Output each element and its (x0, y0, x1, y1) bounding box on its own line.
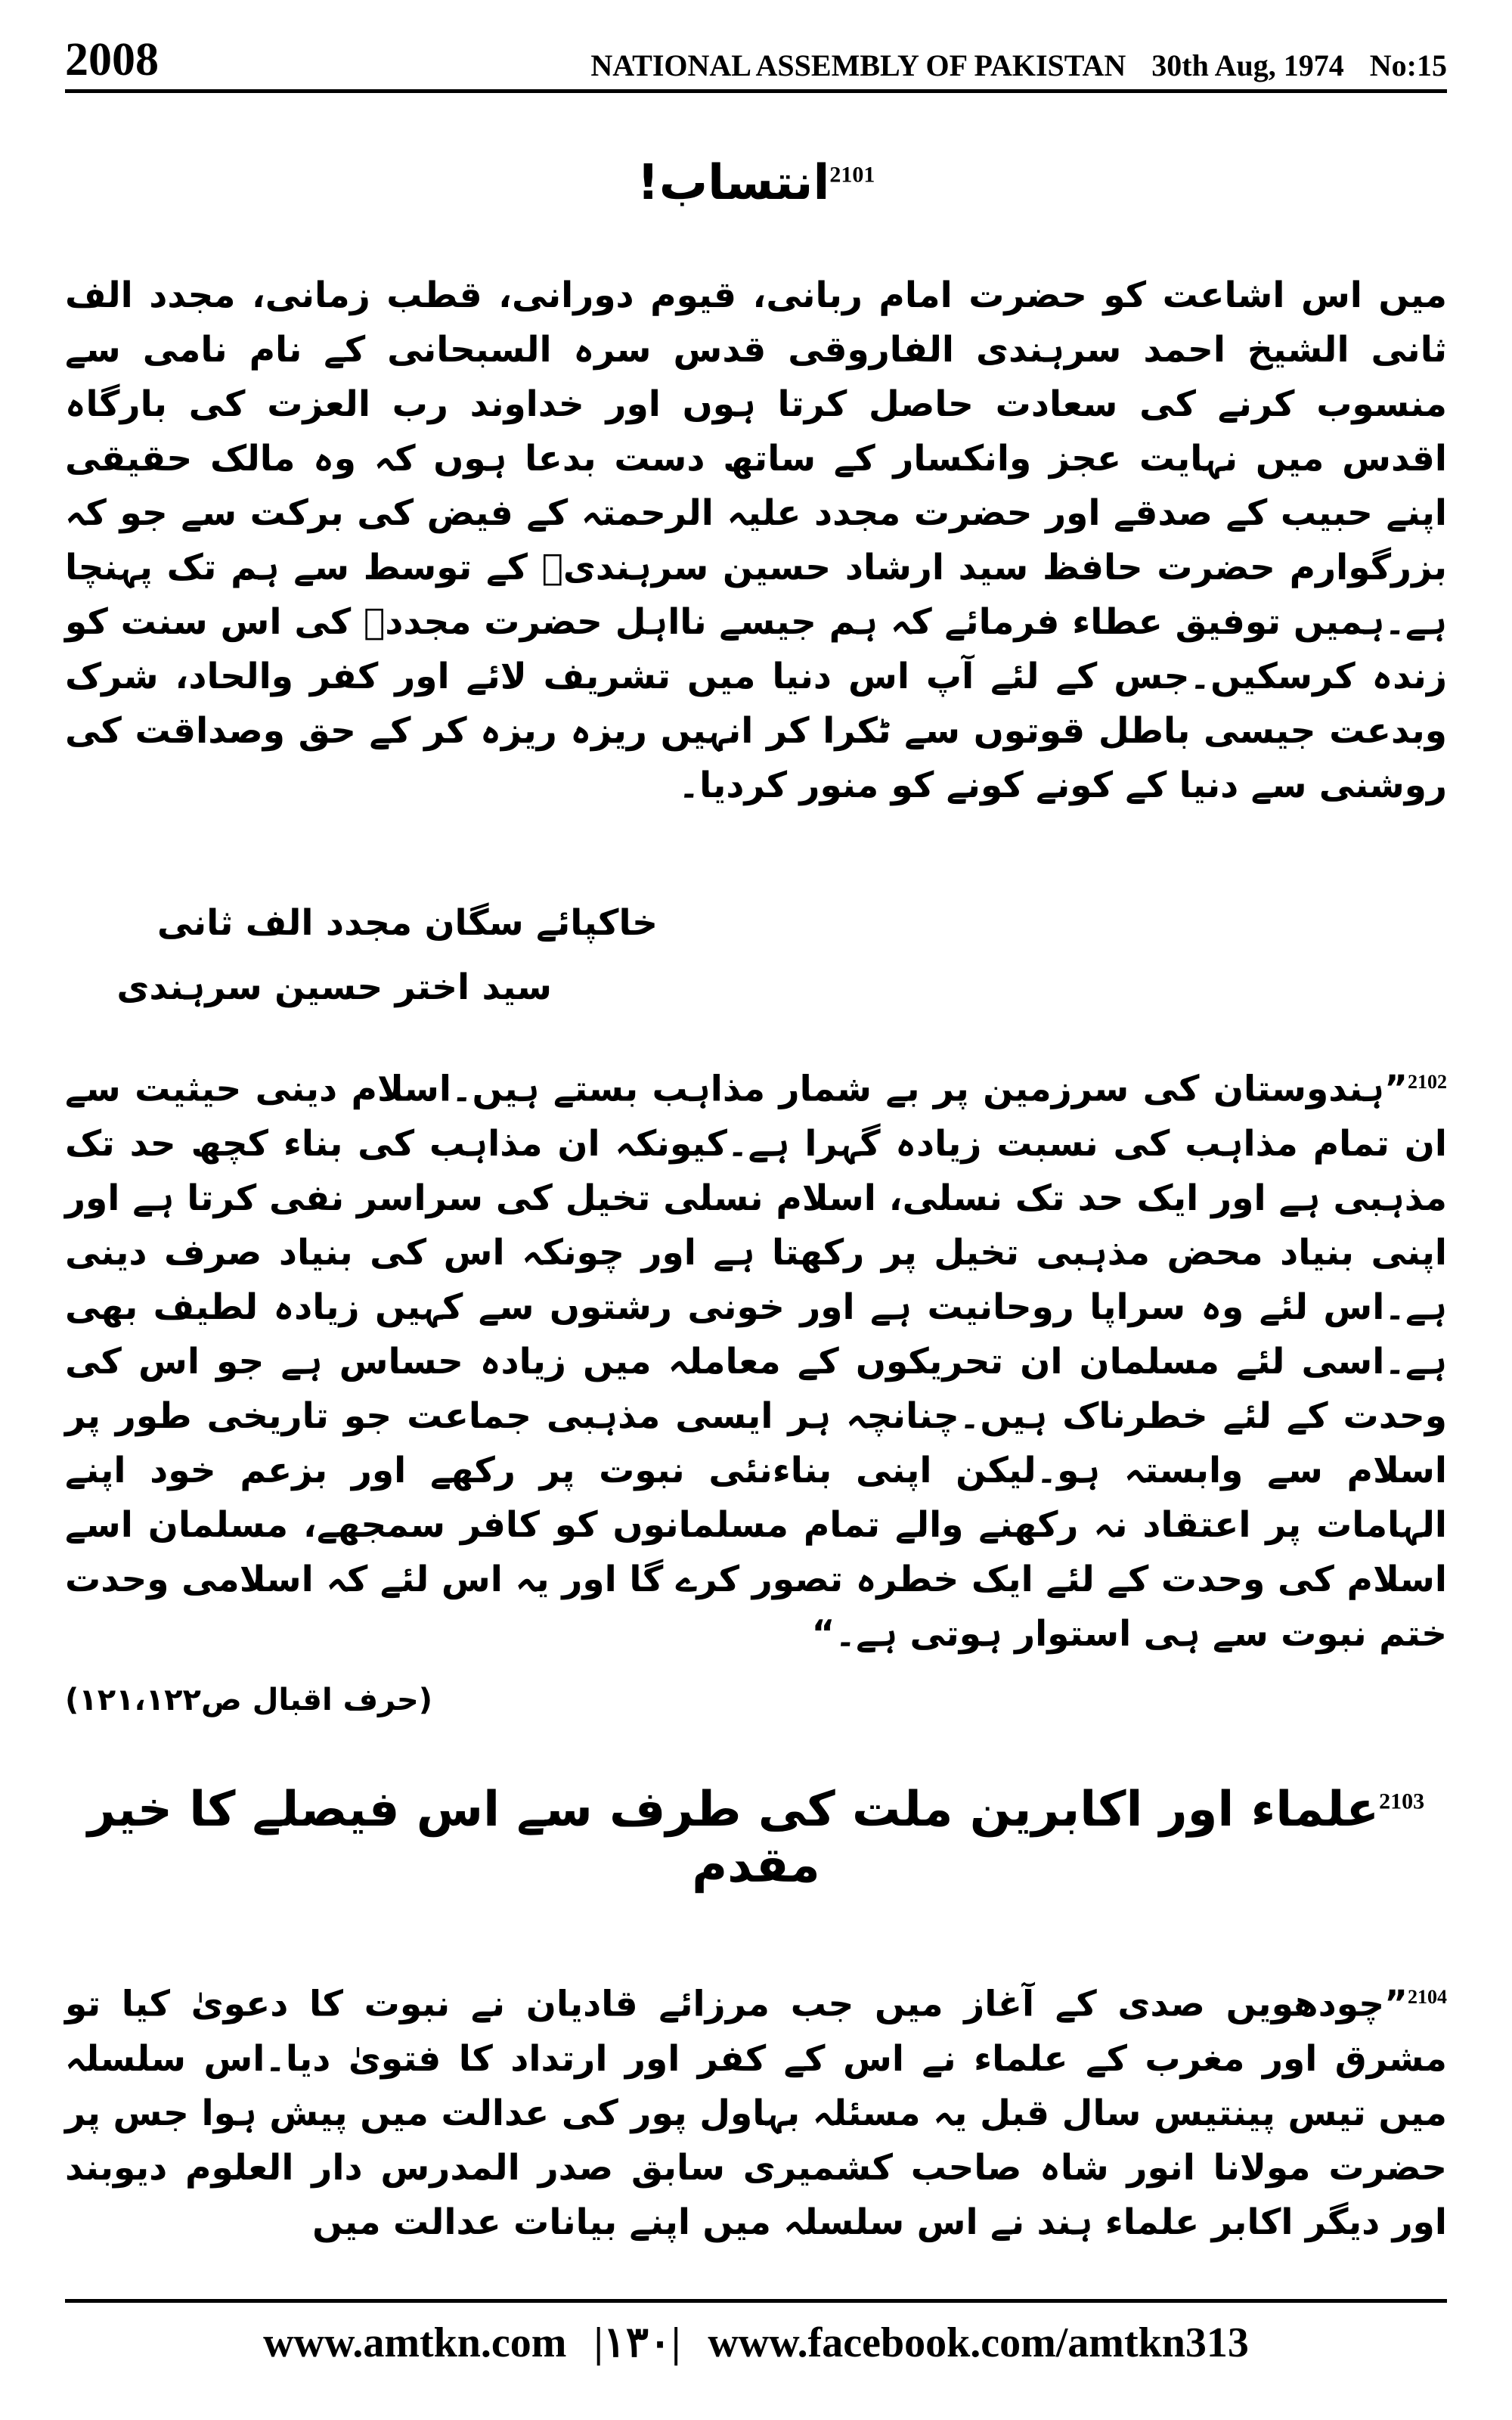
page-footer (65, 2318, 1447, 2367)
dedication-paragraph: میں اس اشاعت کو حضرت امام ربانی، قیوم دورانی، قطب زمانی، مجدد الف ثانی الشیخ احمد سرہندی الفاروقی قدس سرہ السبحانی کے نام نامی سے منسوب کرنے کی سعادت حاصل کرتا ہوں اور خداوند رب العزت کی بارگاہ اقدس میں نہایت عجز وانکسار کے ساتھ دست بدعا ہوں کہ وہ مالک حقیقی اپنے حبیب کے صدقے اور حضرت مجدد علیہ الرحمتہ کے فیض کی برکت سے جو کہ بزرگوارم حضرت حافظ سید ارشاد حسین سرہندیؒ کے توسط سے ہم تک پہنچا ہے۔ہمیں توفیق عطاء فرمائے کہ ہم جیسے نااہل حضرت مجددؒ کی اس سنت کو زندہ کرسکیں۔جس کے لئے آپ اس دنیا میں تشریف لائے اور کفر والحاد، شرک وبدعت جیسی باطل قوتوں سے ٹکرا کر انہیں ریزہ ریزہ کر کے حق وصداقت کی روشنی سے دنیا کے کونے کونے کو منور کردیا۔ (65, 275, 1447, 806)
iqbal-quote-paragraph (65, 1055, 1447, 1661)
heading-text: علماء اور اکابرین ملت کی طرف سے اس فیصلے کا خیر مقدم (87, 1782, 1380, 1894)
citation: (حرف اقبال ص۱۲۱،۱۲۲) (65, 1683, 433, 1717)
header-title: NATIONAL ASSEMBLY OF PAKISTAN (590, 48, 1126, 82)
footer-page-number: |۱۳۰| (593, 2319, 681, 2366)
quote-text: ”ہندوستان کی سرزمین پر بے شمار مذاہب بستے ہیں۔اسلام دینی حیثیت سے ان تمام مذاہب کی نسبت زیادہ گہرا ہے۔کیونکہ ان مذاہب کی بناء کچھ حد تک مذہبی ہے اور ایک حد تک نسلی، اسلام نسلی تخیل کی سراسر نفی کرتا ہے اور اپنی بنیاد محض مذہبی تخیل پر رکھتا ہے اور چونکہ اس کی بنیاد صرف دینی ہے۔اس لئے وہ سراپا روحانیت ہے اور خونی رشتوں سے کہیں زیادہ لطیف بھی ہے۔اسی لئے مسلمان ان تحریکوں کے معاملہ میں زیادہ حساس ہے جو اس کی وحدت کے لئے خطرناک ہیں۔چنانچہ ہر ایسی مذہبی جماعت جو تاریخی طور پر اسلام سے وابستہ ہو۔لیکن اپنی بناءنئی نبوت پر رکھے اور بزعم خود اپنے الہامات پر اعتقاد نہ رکھنے والے تمام مسلمانوں کو کافر سمجھے، مسلمان اسے اسلام کی وحدت کے لئے ایک خطرہ تصور کرے گا اور یہ اس لئے کہ اسلامی وحدت ختم نبوت سے ہی استوار ہوتی ہے۔“ (65, 1068, 1447, 1655)
header-issue: No:15 (1369, 48, 1447, 82)
paragraph-text: ”چودھویں صدی کے آغاز میں جب مرزائے قادیان نے نبوت کا دعویٰ کیا تو مشرق اور مغرب کے علماء نے اس کے کفر اور ارتداد کا فتویٰ دیا۔اس سلسلہ میں تیس پینتیس سال قبل یہ مسئلہ بہاول پور کی عدالت میں پیش ہوا جس پر حضرت مولانا انور شاہ صاحب کشمیری سابق صدر المدرس دار العلوم دیوبند اور دیگر اکابر علماء ہند نے اس سلسلہ میں اپنے بیانات عدالت میں (65, 1983, 1447, 2243)
signature-line-1: خاکپائے سگان مجدد الف ثانی (156, 902, 658, 944)
header-divider (65, 89, 1447, 93)
website-link[interactable]: www.amtkn.com (263, 2319, 567, 2366)
dedication-heading (65, 155, 1447, 211)
heading-text: انتساب! (637, 155, 830, 211)
reference-number: 2102 (1408, 1071, 1447, 1093)
page-number: 2008 (65, 34, 159, 85)
reference-number: 2103 (1379, 1789, 1425, 1814)
section-heading (65, 1781, 1447, 1894)
footer-divider (65, 2299, 1447, 2303)
reference-number: 2101 (829, 162, 875, 188)
reference-number: 2104 (1408, 1986, 1447, 2008)
header-date: 30th Aug, 1974 (1151, 48, 1344, 82)
header-info (590, 48, 1447, 83)
signature-line-2: سید اختر حسین سرہندی (116, 966, 552, 1008)
footer-page-value: ۱۳۰ (603, 2319, 672, 2366)
page-header (65, 30, 1447, 83)
facebook-link[interactable]: www.facebook.com/amtkn313 (708, 2319, 1249, 2366)
ulema-paragraph (65, 1970, 1447, 2250)
